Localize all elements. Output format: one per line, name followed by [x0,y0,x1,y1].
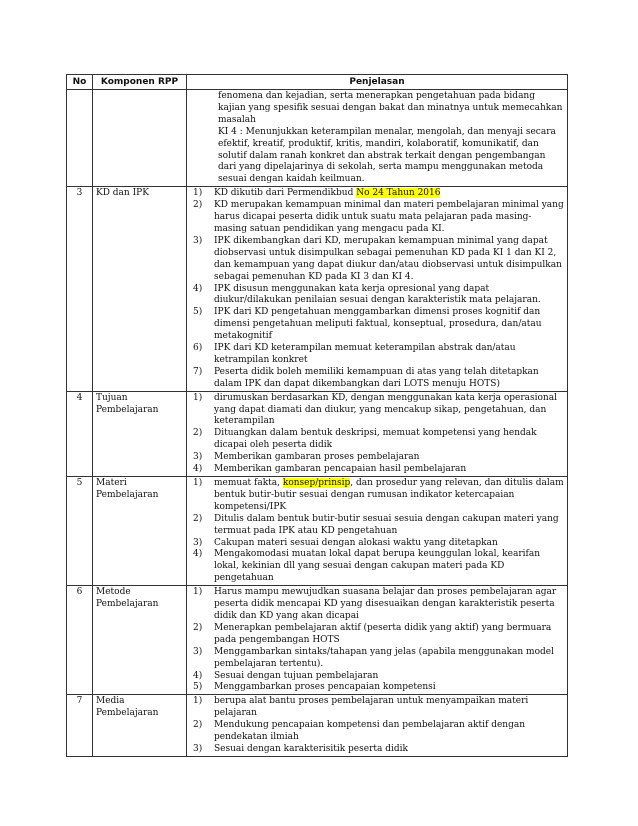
item-text: Menggambarkan sintaks/tahapan yang jelas (apabila menggunakan model pembelajaran tertentu). [214,646,554,669]
list-item [190,393,564,429]
item-number: 3) [193,537,203,548]
item-text: Memberikan gambaran pencapaian hasil pembelajaran [214,464,467,475]
list-item [190,623,564,647]
list-item [190,200,564,236]
item-text: dirumuskan berdasarkan KD, dengan menggunakan kata kerja operasional yang dapat diamati dan diukur, yang mencakup sikap, pengetahuan, dan keterampilan [214,392,557,427]
table-row [67,586,568,695]
item-number: 6) [193,343,203,354]
list-item [190,514,564,538]
item-number: 1) [193,696,203,707]
item-number: 1) [193,188,203,199]
item-number: 2) [193,513,203,524]
item-number: 3) [193,646,203,657]
list-item [190,744,564,756]
item-text: Memberikan gambaran proses pembelajaran [214,452,420,463]
item-number: 2) [193,622,203,633]
list-item [190,538,564,550]
item-number: 1) [193,478,203,488]
explanation-list [190,188,564,390]
item-text: IPK dari KD keterampilan memuat keterampilan abstrak dan/atau ketrampilan konkret [214,343,516,365]
cell-no: 5 [67,477,93,586]
item-number: 1) [193,587,203,598]
item-number: 4) [193,670,203,681]
list-item [190,284,564,308]
item-text: Cakupan materi sesuai dengan alokasi waktu yang ditetapkan [214,537,498,548]
list-item [190,367,564,391]
header-component: Komponen RPP [93,75,187,90]
item-number: 1) [193,392,203,403]
cell-explanation [187,695,568,757]
item-text: Sesuai dengan tujuan pembelajaran [214,670,379,681]
cell-no: 7 [67,695,93,757]
list-item [190,307,564,343]
cell-no: 3 [67,187,93,391]
item-number: 5) [193,307,203,318]
cell-no: 4 [67,391,93,476]
list-item [190,720,564,744]
item-text: Sesuai dengan karakterisitik peserta didik [214,743,408,754]
list-item [190,188,564,200]
list-item [190,452,564,464]
list-item [190,671,564,683]
list-item [190,343,564,367]
item-text: IPK dari KD pengetahuan menggambarkan dimensi proses kognitif dan dimensi pengetahuan meliputi faktual, konseptual, prosedura, dan/atau metakognitif [214,307,542,342]
continuation-text [190,91,564,186]
cell-no [67,90,93,187]
item-text: Harus mampu mewujudkan suasana belajar dan proses pembelajaran agar peserta didik mencapai KD yang disesuaikan dengan karakteristik peserta didik dan KD yang akan dicapai [214,587,557,621]
cell-explanation [187,90,568,187]
item-text: Dituangkan dalam bentuk deskripsi, memuat kompetensi yang hendak dicapai oleh peserta didik [214,428,537,451]
highlighted-text: No 24 Tahun 2016 [356,188,441,199]
explanation-list [190,393,564,476]
header-explanation: Penjelasan [187,75,568,90]
explanation-list [190,478,564,585]
header-no: No [67,75,93,90]
item-text: IPK disusun menggunakan kata kerja opresional yang dapat diukur/dilakukan penilaian sesuai dengan karakteristik mata pelajaran. [214,283,541,306]
item-text: Mendukung pencapaian kompetensi dan pembelajaran aktif dengan pendekatan ilmiah [214,720,526,743]
table-row [67,695,568,757]
rpp-table [66,74,568,757]
continuation-row [67,90,568,187]
item-number: 7) [193,366,203,377]
cell-component: KD dan IPK [93,187,187,391]
item-text: Menerapkan pembelajaran aktif (peserta didik yang aktif) yang bermuara pada pengembangan HOTS [214,622,552,645]
item-text: Mengakomodasi muatan lokal dapat berupa keunggulan lokal, kearifan lokal, kekinian dll yang sesuai dengan cakupan materi pada KD pengetahuan [214,549,540,584]
cell-explanation [187,477,568,586]
item-number: 3) [193,235,203,246]
item-text-tail: , dan prosedur yang relevan, dan ditulis dalam bentuk butir-butir sesuai dengan rumusan indikator ketercapaian kompetensi/IPK [214,478,564,512]
item-text: Peserta didik boleh memiliki kemampuan di atas yang telah ditetapkan dalam IPK dan dapat dikembangkan dari LOTS menuju HOTS) [214,366,539,389]
item-text: KD dikutib dari Permendikbud [214,188,357,199]
item-text: KD merupakan kemampuan minimal dan materi pembelajaran minimal yang harus dicapai peserta didik untuk suatu mata pelajaran pada masing-masing satuan pendidikan yang mengacu pada KI. [214,200,564,234]
list-item [190,464,564,476]
item-number: 3) [193,743,203,754]
list-item [190,696,564,720]
cell-explanation [187,187,568,391]
item-number: 2) [193,720,203,731]
item-text: Ditulis dalam bentuk butir-butir sesuai sesuia dengan cakupan materi yang termuat pada IPK atau KD pengetahuan [214,513,559,536]
item-number: 4) [193,464,203,475]
list-item [190,236,564,284]
item-number: 2) [193,428,203,439]
header-row [67,75,568,90]
item-text: IPK dikembangkan dari KD, merupakan kemampuan minimal yang dapat diobservasi untuk disimpulkan sebagai pemenuhan KD pada KI 1 dan KI 2, dan kemampuan yang dapat diukur dan/atau diobservasi untuk disimpulkan sebagai pemenuhan KD pada KI 3 dan KI 4. [214,235,562,282]
list-item [190,549,564,585]
cell-no: 6 [67,586,93,695]
cell-component: Tujuan Pembelajaran [93,391,187,476]
cell-component: Metode Pembelajaran [93,586,187,695]
item-number: 3) [193,452,203,463]
list-item [190,682,564,694]
ki3-continuation: fenomena dan kejadian, serta menerapkan pengetahuan pada bidang kajian yang spesifik sesuai dengan bakat dan minatnya untuk memecahkan masalah [218,91,563,125]
item-number: 4) [193,549,203,560]
highlighted-text: konsep/prinsip [282,478,351,488]
table-row [67,477,568,586]
table-row [67,187,568,391]
item-text: memuat fakta, [214,478,283,488]
item-text: Menggambarkan proses pencapaian kompetensi [214,682,436,693]
cell-component [93,90,187,187]
table-row [67,391,568,476]
item-number: 5) [193,682,203,693]
list-item [190,428,564,452]
cell-explanation [187,391,568,476]
list-item [190,587,564,623]
list-item [190,478,564,514]
cell-component: Media Pembelajaran [93,695,187,757]
list-item [190,647,564,671]
item-number: 2) [193,200,203,211]
item-text: berupa alat bantu proses pembelajaran untuk menyampaikan materi pelajaran [214,696,529,719]
cell-component: Materi Pembelajaran [93,477,187,586]
explanation-list [190,587,564,694]
explanation-list [190,696,564,756]
ki4-text: KI 4 : Menunjukkan keterampilan menalar, mengolah, dan menyaji secara efektif, kreatif, produktif, kritis, mandiri, kolaboratif, komunikatif, dan solutif dalam ranah konkret dan abstrak terkait dengan pengembangan dari yang dipelajarinya di sekolah, serta mampu menggunakan metoda sesuai dengan kaidah keilmuan. [218,126,556,185]
cell-explanation [187,586,568,695]
item-number: 4) [193,283,203,294]
